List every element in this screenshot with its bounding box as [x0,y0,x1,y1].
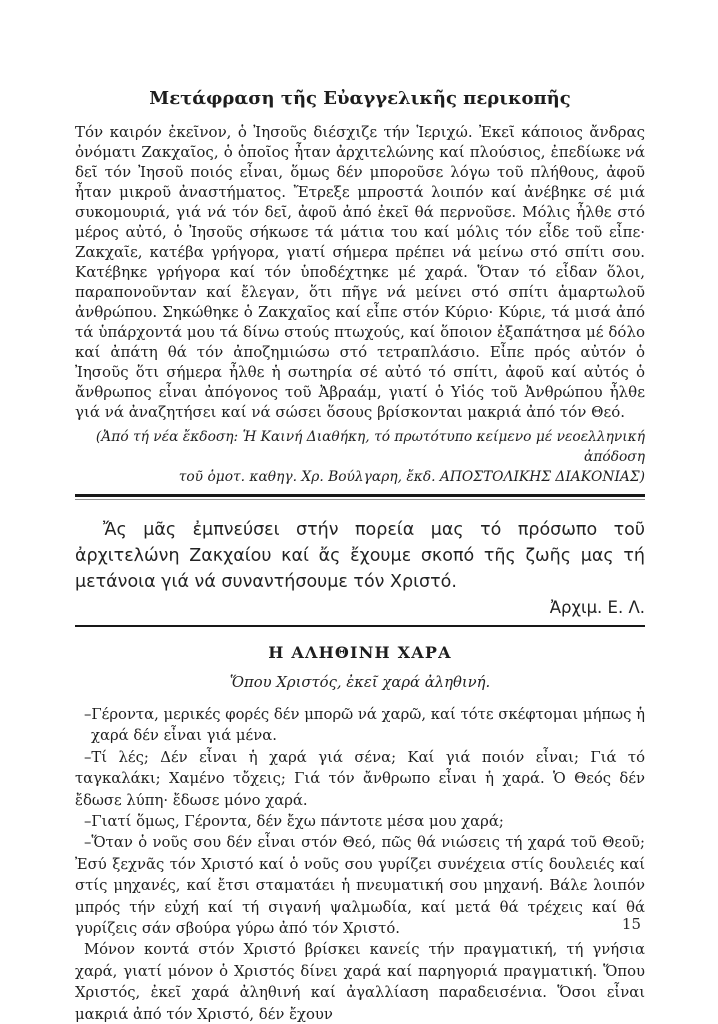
page-content [75,0,645,1024]
gospel-translation-body: Τόν καιρόν ἐκεῖνον, ὁ Ἰησοῦς διέσχιζε τήν Ἱεριχώ. Ἐκεῖ κάποιος ἄνδρας ὀνόματι Ζακχαῖος, ὁ ὁποῖος ἦταν ἀρχιτελώνης καί πλούσιος, ἐπεδίωκε νά δεῖ τόν Ἰησοῦ ποιός εἶναι, ὅμως δέν μποροῦσε λόγω τοῦ πλήθους, ἀφοῦ ἦταν μικροῦ ἀναστήματος. Ἔτρεξε μπροστά λοιπόν καί ἀνέβηκε σέ μιά συκομουριά, γιά νά τόν δεῖ, ἀφοῦ ἀπό ἐκεῖ θά περνοῦσε. Μόλις ἦλθε στό μέρος αὐτό, ὁ Ἰησοῦς σήκωσε τά μάτια του καί μόλις τόν εἶδε τοῦ εἶπε· Ζακχαῖε, κατέβα γρήγορα, γιατί σήμερα πρέπει νά μείνω στό σπίτι σου. Κατέβηκε γρήγορα καί τόν ὑποδέχτηκε μέ χαρά. Ὅταν τό εἶδαν ὅλοι, παραπονοῦνταν καί ἔλεγαν, ὅτι πῆγε νά μείνει στό σπίτι ἁμαρτωλοῦ ἀνθρώπου. Σηκώθηκε ὁ Ζακχαῖος καί εἶπε στόν Κύριο· Κύριε, τά μισά ἀπό τά ὑπάρχοντά μου τά δίνω στούς πτωχούς, καί ὅποιον ἐξαπάτησα μέ δόλο καί ἀπάτη θά τόν ἀποζημιώσω στό τετραπλάσιο. Εἶπε πρός αὐτόν ὁ Ἰησοῦς ὅτι σήμερα ἦλθε ἡ σωτηρία σέ αὐτό τό σπίτι, ἀφοῦ καί αὐτός ὁ ἄνθρωπος εἶναι ἀπόγονος τοῦ Ἀβραάμ, γιατί ὁ Υἱός τοῦ Ἀνθρώπου ἦλθε γιά νά ἀναζητήσει καί νά σώσει ὅσους βρίσκονται μακριά ἀπό τόν Θεό. [75,123,645,421]
dialogue-paragraph: –Τί λές; Δέν εἶναι ἡ χαρά γιά σένα; Καί γιά ποιόν εἶναι; Γιά τό ταγκαλάκι; Χαμένο τὄχεις; Γιά τόν ἄνθρωπο εἶναι ἡ χαρά. Ὁ Θεός δέν ἔδωσε λύπη· ἔδωσε μόνο χαρά. [75,748,645,809]
gospel-translation-title: Μετάφραση τῆς Εὐαγγελικῆς περικοπῆς [149,88,571,109]
section-epigraph: Ὅπου Χριστός, ἐκεῖ χαρά ἀληθινή. [229,674,491,691]
dialogue-paragraph: Μόνον κοντά στόν Χριστό βρίσκει κανείς τήν πραγματική, τή γνήσια χαρά, γιατί μόνον ὁ Χριστός δίνει χαρά καί παρηγοριά πραγματική. Ὅπου Χριστός, ἐκεῖ χαρά ἀληθινή καί ἀγαλλίαση παραδεισένια. Ὅσοι εἶναι μακριά ἀπό τόν Χριστό, δέν ἔχουν [75,941,645,1023]
page-number: 15 [621,915,641,933]
edition-citation-line2: τοῦ ὁμοτ. καθηγ. Χρ. Βούλγαρη, ἔκδ. ΑΠΟΣΤΟΛΙΚΗΣ ΔΙΑΚΟΝΙΑΣ) [178,469,645,485]
single-rule-divider [75,625,645,627]
exhortation-paragraph: Ἄς μᾶς ἐμπνεύσει στήν πορεία μας τό πρόσωπο τοῦ ἀρχιτελώνη Ζακχαίου καί ἄς ἔχουμε σκοπό τῆς ζωῆς μας τή μετάνοια γιά νά συναντήσουμε τόν Χριστό. [75,520,645,592]
exhortation-signature: Ἀρχιμ. Ε. Λ. [549,598,645,617]
dialogue-paragraph: –Ὅταν ὁ νοῦς σου δέν εἶναι στόν Θεό, πῶς θά νιώσεις τή χαρά τοῦ Θεοῦ; Ἐσύ ξεχνᾶς τόν Χριστό καί ὁ νοῦς σου γυρίζει συνέχεια στίς δουλειές καί στίς μηχανές, καί ἔτσι σταματάει ἡ πνευματική σου μηχανή. Βάλε λοιπόν μπρός τήν εὐχή καί τή σιγανή ψαλμωδία, καί μετά θά τρέχεις καί θά γυρίζεις σάν σβούρα γύρω ἀπό τόν Χριστό. [75,834,645,938]
section-title: Η ΑΛΗΘΙΝΗ ΧΑΡΑ [268,643,452,662]
dialogue-paragraph: –Γιατί ὅμως, Γέροντα, δέν ἔχω πάντοτε μέσα μου χαρά; [84,813,504,831]
double-rule-divider [75,494,645,500]
edition-citation [75,427,645,487]
edition-citation-line1: (Ἀπό τή νέα ἔκδοση: Ἡ Καινή Διαθήκη, τό πρωτότυπο κείμενο μέ νεοελληνική ἀπόδοση [95,429,645,465]
dialogue-paragraph: –Γέροντα, μερικές φορές δέν μπορῶ νά χαρῶ, καί τότε σκέφτομαι μήπως ἡ χαρά δέν εἶναι γιά μένα. [84,706,645,745]
dialogue [75,704,645,1024]
